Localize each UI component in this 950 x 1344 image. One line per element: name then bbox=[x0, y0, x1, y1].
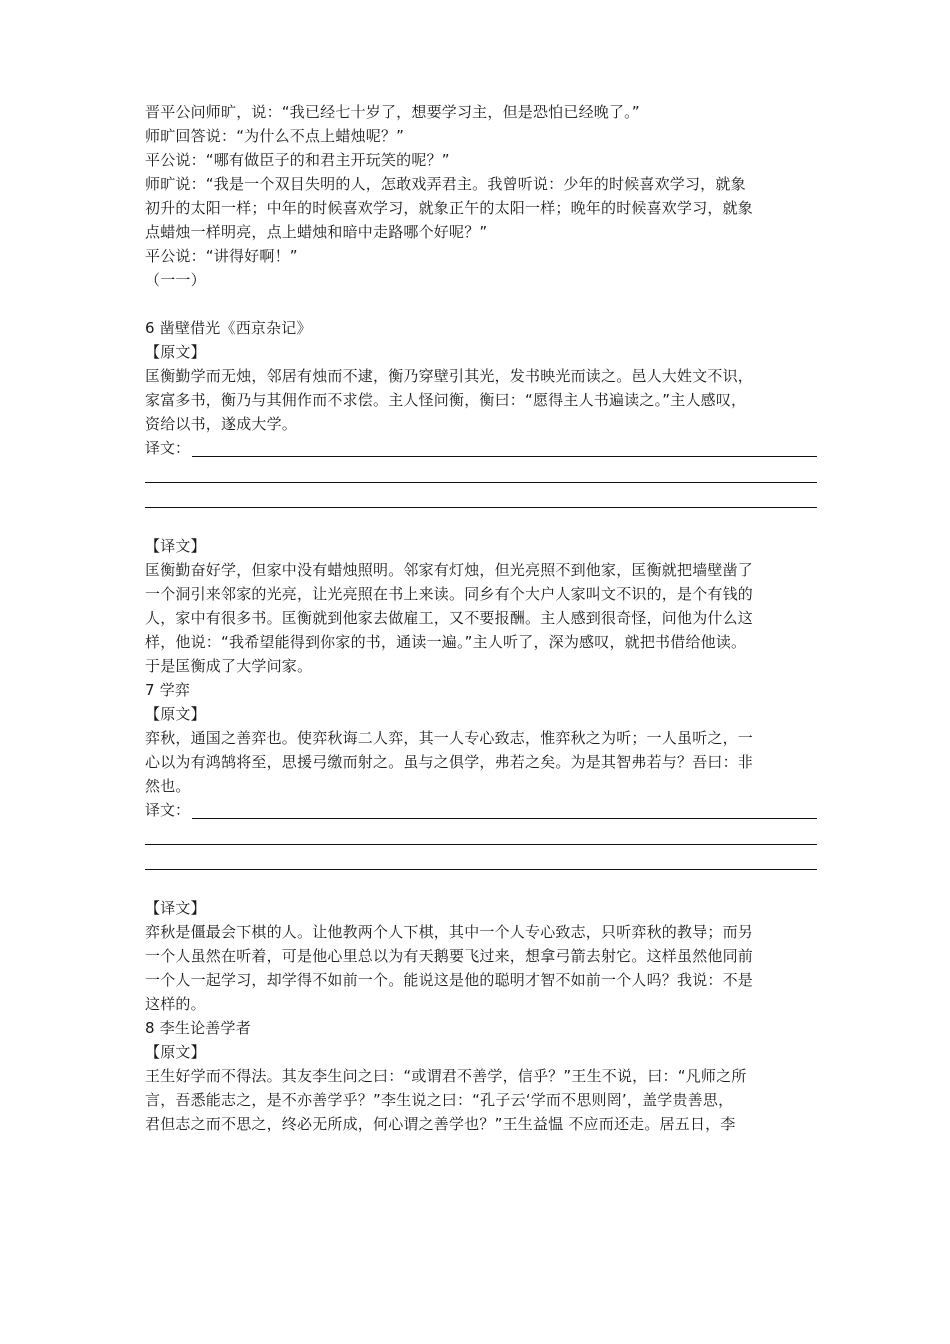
translation-line: 弈秋是僵最会下棋的人。让他教两个人下棋，其中一个人专心致志，只听弈秋的教导；而另 bbox=[145, 923, 754, 941]
translation-field-label: 译文： bbox=[145, 801, 191, 819]
answer-line[interactable] bbox=[145, 847, 817, 870]
original-line: 弈秋，通国之善弈也。使弈秋诲二人弈，其一人专心致志，惟弈秋之为听；一人虽听之，一 bbox=[145, 729, 754, 747]
intro-story bbox=[145, 100, 817, 292]
original-line: 君但志之而不思之，终必无所成，何心谓之善学也？”王生益愠 不应而还走。居五日，李 bbox=[145, 1115, 736, 1133]
original-line: 然也。 bbox=[145, 777, 191, 795]
translation-field[interactable] bbox=[145, 436, 817, 460]
translation-line: 人，家中有很多书。匡衡就到他家去做雇工，又不要报酬。主人感到很奇怪，问他为什么这 bbox=[145, 609, 754, 627]
answer-line[interactable] bbox=[145, 460, 817, 483]
text-line: 点蜡烛一样明亮，点上蜡烛和暗中走路哪个好呢？” bbox=[145, 223, 488, 241]
translation-line: 样，他说：“我希望能得到你家的书，通读一遍。”主人听了，深为感叹，就把书借给他读。 bbox=[145, 633, 747, 651]
section-title: 6 凿壁借光《西京杂记》 bbox=[145, 319, 312, 337]
document-page bbox=[145, 100, 817, 1136]
answer-line[interactable] bbox=[145, 485, 817, 508]
translation-line: 一个洞引来邻家的光亮，让光亮照在书上来读。同乡有个大户人家叫文不识的，是个有钱的 bbox=[145, 585, 754, 603]
original-label: 【原文】 bbox=[145, 1043, 206, 1061]
original-line: 匡衡勤学而无烛，邻居有烛而不逮，衡乃穿壁引其光，发书映光而读之。邑人大姓文不识， bbox=[145, 367, 754, 385]
section-6 bbox=[145, 316, 817, 678]
original-line: 言，吾悉能志之，是不亦善学乎？”李生说之曰：“孔子云‘学而不思则罔’，盖学贵善思， bbox=[145, 1091, 734, 1109]
text-line: 平公说：“讲得好啊！” bbox=[145, 247, 298, 265]
translation-line: 一个人虽然在听着，可是他心里总以为有天鹅要飞过来，想拿弓箭去射它。这样虽然他同前 bbox=[145, 947, 754, 965]
translation-line: 于是匡衡成了大学问家。 bbox=[145, 657, 313, 675]
answer-line[interactable] bbox=[192, 818, 817, 819]
answer-line[interactable] bbox=[145, 822, 817, 845]
translation-line: 这样的。 bbox=[145, 995, 206, 1013]
text-line: 初升的太阳一样；中年的时候喜欢学习，就象正午的太阳一样；晚年的时候喜欢学习，就象 bbox=[145, 199, 754, 217]
translation-label: 【译文】 bbox=[145, 537, 206, 555]
text-line: 平公说：“哪有做臣子的和君主开玩笑的呢？” bbox=[145, 151, 450, 169]
section-title: 7 学弈 bbox=[145, 681, 191, 699]
original-line: 家富多书，衡乃与其佣作而不求偿。主人怪问衡，衡曰：“愿得主人书遍读之。”主人感叹， bbox=[145, 391, 747, 409]
answer-line[interactable] bbox=[192, 456, 817, 457]
section-8 bbox=[145, 1016, 817, 1136]
text-line: 师旷回答说：“为什么不点上蜡烛呢？” bbox=[145, 127, 405, 145]
translation-field-label: 译文： bbox=[145, 439, 191, 457]
spacer bbox=[145, 510, 817, 534]
original-line: 资给以书，遂成大学。 bbox=[145, 415, 298, 433]
section-title: 8 李生论善学者 bbox=[145, 1019, 251, 1037]
translation-line: 一个人一起学习，却学得不如前一个。能说这是他的聪明才智不如前一个人吗？我说：不是 bbox=[145, 971, 754, 989]
section-7 bbox=[145, 678, 817, 1016]
translation-label: 【译文】 bbox=[145, 899, 206, 917]
original-line: 心以为有鸿鹄将至，思援弓缴而射之。虽与之俱学，弗若之矣。为是其智弗若与？吾曰：非 bbox=[145, 753, 754, 771]
spacer bbox=[145, 872, 817, 896]
translation-line: 匡衡勤奋好学，但家中没有蜡烛照明。邻家有灯烛，但光亮照不到他家，匡衡就把墙壁凿了 bbox=[145, 561, 754, 579]
original-label: 【原文】 bbox=[145, 705, 206, 723]
text-line: （一一） bbox=[145, 271, 206, 289]
original-label: 【原文】 bbox=[145, 343, 206, 361]
text-line: 师旷说：“我是一个双目失明的人，怎敢戏弄君主。我曾听说：少年的时候喜欢学习，就象 bbox=[145, 175, 746, 193]
translation-field[interactable] bbox=[145, 798, 817, 822]
text-line: 晋平公问师旷，说：“我已经七十岁了，想要学习主，但是恐怕已经晚了。” bbox=[145, 103, 640, 121]
original-line: 王生好学而不得法。其友李生问之曰：“或谓君不善学，信乎？”王生不说，曰：“凡师之所 bbox=[145, 1067, 747, 1085]
spacer bbox=[145, 292, 817, 316]
